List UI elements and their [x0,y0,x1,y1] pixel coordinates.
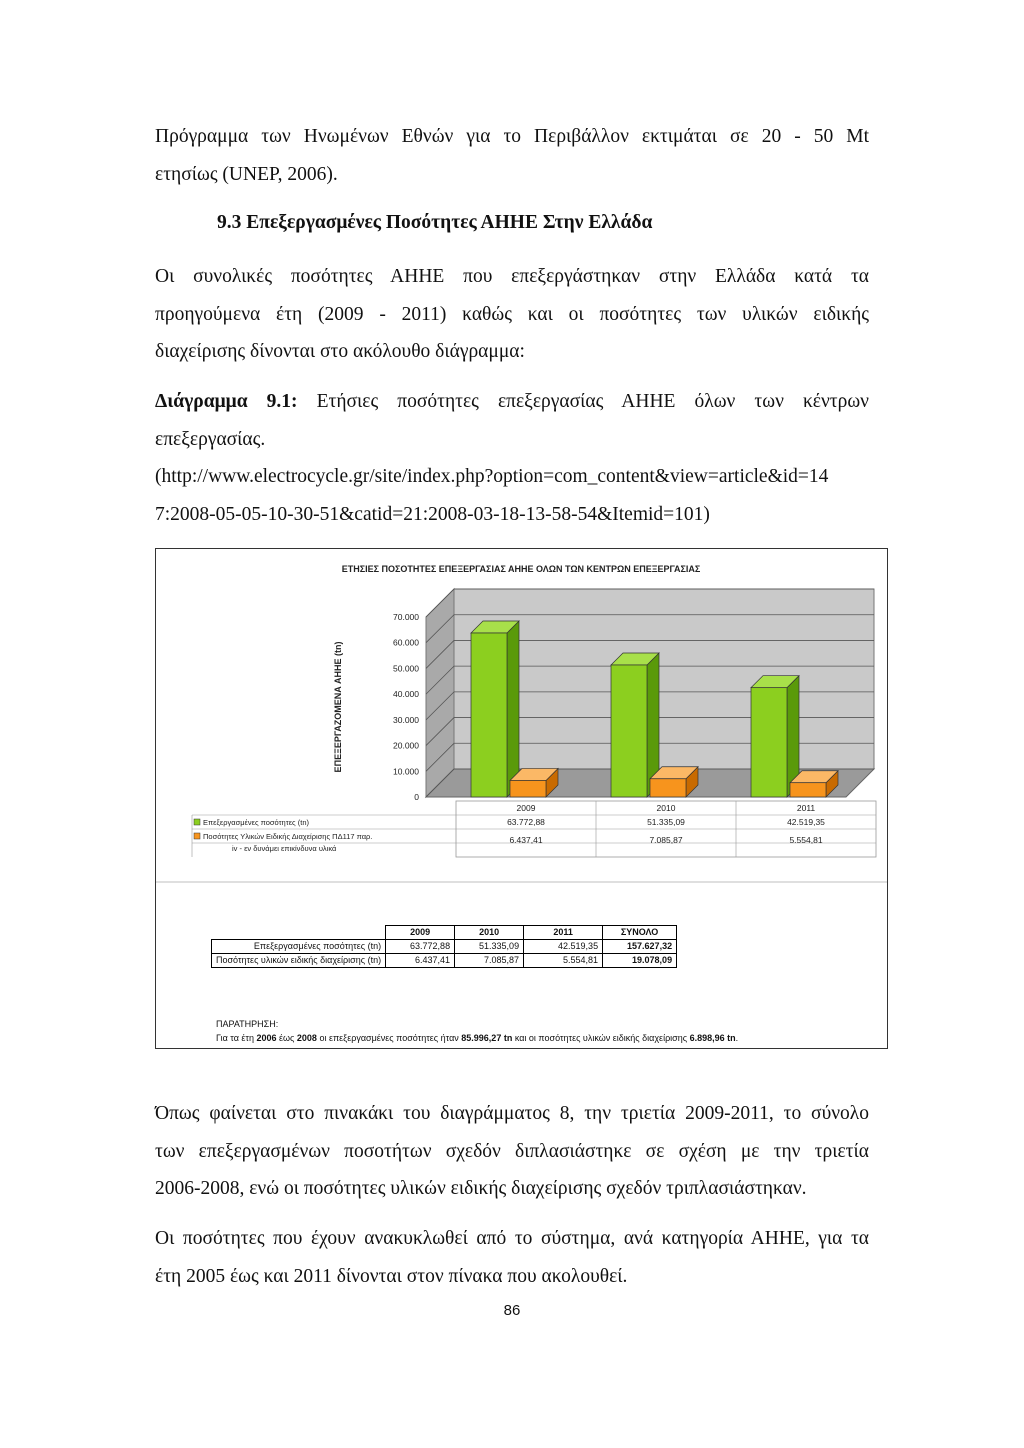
chart-side-wall [426,589,454,797]
data-label: 6.437,41 [509,835,543,845]
y-tick-label: 50.000 [393,663,419,674]
paragraph-line: 2006-2008, ενώ οι ποσότητες υλικών ειδικής διαχείρισης σχεδόν τριπλασιάστηκαν. [155,1178,807,1199]
chart-figure [155,548,888,1049]
legend-swatch [194,833,200,839]
legend-label: iv - εν δυνάμει επικίνδυνα υλικά [232,844,337,853]
bar [650,779,686,797]
paragraph-line: των επεξεργασμένων ποσοτήτων σχεδόν διπλασιάστηκε σε σχέση με την τριετία [155,1140,869,1162]
x-tick-label: 2011 [796,803,816,813]
figure-caption [155,383,869,533]
caption-url[interactable]: 7:2008-05-05-10-30-51&catid=21:2008-03-18-13-58-54&Itemid=101) [155,503,710,525]
y-tick-label: 40.000 [393,689,419,700]
y-tick-label: 60.000 [393,637,419,648]
data-label: 5.554,81 [789,835,823,845]
paragraph-line: Οι συνολικές ποσότητες ΑΗΗΕ που επεξεργάστηκαν στην Ελλάδα κατά τα [155,266,869,287]
table-cell: 6.437,41 [386,954,455,968]
body-paragraph [155,1095,869,1208]
paragraph-line: διαχείρισης δίνονται στο ακόλουθο διάγραμμα: [155,341,525,362]
row-label: Επεξεργασμένες ποσότητες (tn) [212,940,386,954]
caption-text: Ετήσιες ποσότητες επεξεργασίας ΑΗΗΕ όλων των κέντρων [316,391,869,412]
y-tick-label: 70.000 [393,612,419,622]
legend-label: Ποσότητες Υλικών Ειδικής Διαχείρισης ΠΔ117 παρ. [203,832,373,841]
table-header: 2010 [455,926,524,940]
caption-line: επεξεργασίας. [155,428,266,450]
paragraph-line: Όπως φαίνεται στο πινακάκι του διαγράμματος 8, την τριετία 2009-2011, το σύνολο [155,1103,869,1124]
table-header: ΣΥΝΟΛΟ [603,926,677,940]
bar [751,688,787,797]
page-number: 86 [503,1302,521,1319]
body-paragraph [155,1220,869,1295]
y-tick-label: 30.000 [393,714,419,725]
x-tick-label: 2009 [516,803,536,813]
table-header: 2011 [524,926,603,940]
summary-table [211,925,677,968]
bar-side [507,621,519,797]
bar [471,633,507,797]
legend-swatch [194,819,200,825]
caption-url[interactable]: (http://www.electrocycle.gr/site/index.php?option=com_content&view=article&id=14 [155,466,829,487]
note-text: Για τα έτη 2006 έως 2008 οι επεξεργασμένες ποσότητες ήταν 85.996,27 tn και οι ποσότητες υλικών ειδικής διαχείρισης 6.898,96 tn. [216,1033,739,1043]
caption-line [155,383,869,421]
table-cell: 63.772,88 [386,940,455,954]
paragraph-line: προηγούμενα έτη (2009 - 2011) καθώς και οι ποσότητες των υλικών ειδικής [155,303,869,325]
y-tick-label: 0 [414,792,419,802]
bar-chart-3d [156,549,887,909]
paragraph-line: Οι ποσότητες που έχουν ανακυκλωθεί από το σύστημα, ανά κατηγορία ΑΗΗΕ, για τα [155,1228,869,1249]
table-header: 2009 [386,926,455,940]
section-heading: 9.3 Επεξεργασμένες Ποσότητες ΑΗΗΕ Στην Ελλάδα [217,212,653,233]
table-row [212,940,677,954]
body-paragraph [155,258,869,371]
table-cell: 51.335,09 [455,940,524,954]
data-label: 51.335,09 [647,817,685,827]
table-row [212,954,677,968]
bar [510,780,546,797]
legend-label: Επεξεργασμένες ποσότητες (tn) [203,818,309,827]
note-title: ΠΑΡΑΤΗΡΗΣΗ: [216,1019,279,1029]
paragraph-line: έτη 2005 έως και 2011 δίνονται στον πίνακα που ακολουθεί. [155,1265,628,1287]
bar [611,665,647,797]
chart-title: ΕΤΗΣΙΕΣ ΠΟΣΟΤΗΤΕΣ ΕΠΕΞΕΡΓΑΣΙΑΣ ΑΗΗΕ ΟΛΩΝ ΤΩΝ ΚΕΝΤΡΩΝ ΕΠΕΞΕΡΓΑΣΙΑΣ [341,564,701,574]
bar [790,783,826,797]
table-cell: 7.085,87 [455,954,524,968]
table-header-row [212,926,677,940]
table-cell: 5.554,81 [524,954,603,968]
intro-line: Πρόγραμμα των Ηνωμένων Εθνών για το Περιβάλλον εκτιμάται σε 20 - 50 Mt [155,126,869,147]
table-cell: 42.519,35 [524,940,603,954]
row-label: Ποσότητες υλικών ειδικής διαχείρισης (tn) [212,954,386,968]
data-label: 42.519,35 [787,817,825,827]
data-label: 7.085,87 [649,835,683,845]
caption-label: Διάγραμμα 9.1: [155,391,298,412]
y-tick-label: 10.000 [393,766,419,777]
intro-line: ετησίως (UNEP, 2006). [155,163,338,185]
y-axis-label: ΕΠΕΞΕΡΓΑΖΟΜΕΝΑ ΑΗΗΕ (tn) [333,641,343,773]
table-total: 19.078,09 [603,954,677,968]
y-tick-label: 20.000 [393,740,419,751]
x-tick-label: 2010 [656,803,676,813]
table-total: 157.627,32 [603,940,677,954]
intro-paragraph [155,118,869,193]
data-label: 63.772,88 [507,817,545,827]
